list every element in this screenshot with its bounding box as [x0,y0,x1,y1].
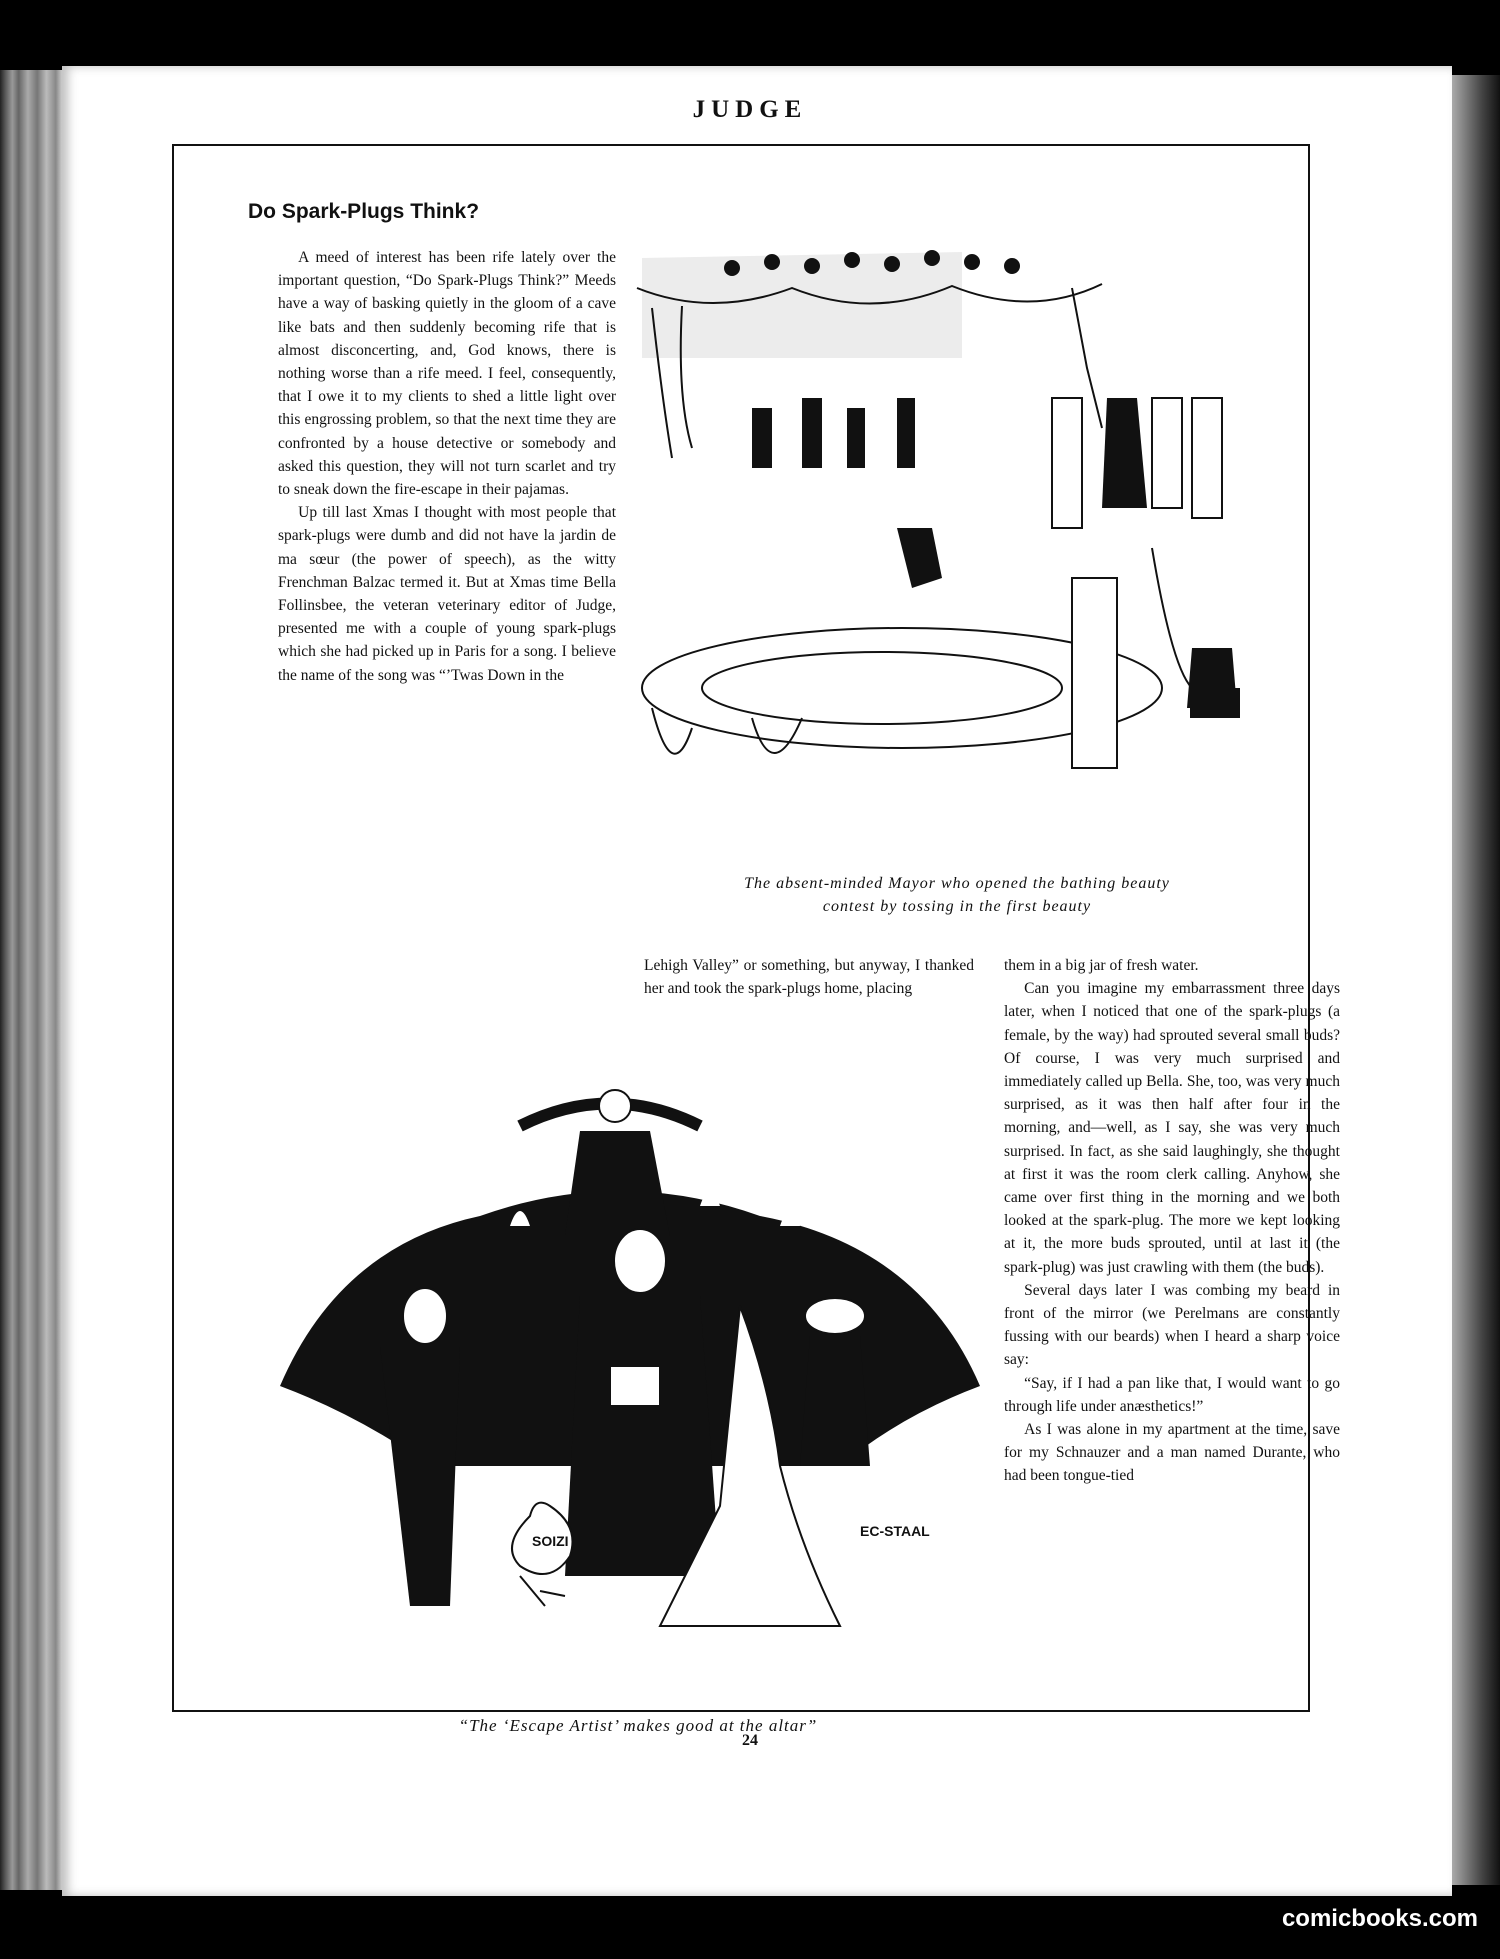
paragraph: Several days later I was combing my beard in front of the mirror (we Perelmans are constantly fussing with our beards) when I heard a sharp voice say: [1004,1281,1340,1369]
paragraph: A meed of interest has been rife lately over the important question, “Do Spark-Plugs Think?” Meeds have a way of basking quietly in the gloom of a cave like bats and then suddenly becoming rife that is almost disconcerting, and, God knows, there is nothing worse than a rife meed. I feel, consequently, that I owe it to my clients to shed a little light over this engrossing problem, so that the next time they are confronted by a house detective or somebody and asked this question, they will not turn scarlet and try to sneak down the fire-escape in their pajamas. [278,249,616,499]
paragraph: “Say, if I had a pan like that, I would want to go through life under anæsthetics!” [1004,1374,1340,1415]
site-watermark: comicbooks.com [1281,1905,1478,1932]
bathing-beauty-illustration [632,248,1282,852]
column-3 [1004,954,1340,1488]
artist-signature: EC-STAAL [860,1523,930,1539]
paragraph: As I was alone in my apartment at the time, save for my Schnauzer and a man named Durante, who had been tongue-tied [1004,1421,1340,1485]
magazine-header: JUDGE [692,96,808,123]
article-title: Do Spark-Plugs Think? [248,200,480,223]
book-spine-left [0,70,62,1890]
escape-artist-illustration [280,1086,996,1690]
bottom-illustration-caption: “The ‘Escape Artist’ makes good at the altar” [458,1716,818,1735]
paragraph: Up till last Xmas I thought with most people that spark-plugs were dumb and did not have la jardin de ma sœur (the power of speech), as the witty Frenchman Balzac termed it. But at Xmas time Bella Follinsbee, the veteran veterinary editor of Judge, presented me with a couple of young spark-plugs which she had picked up in Paris for a song. I believe the name of the song was “’Twas Down in the [278,504,616,684]
page-number: 24 [742,1732,758,1749]
paragraph: Can you imagine my embarrassment three days later, when I noticed that one of the spark-plugs (a female, by the way) had sprouted several small buds? Of course, I was very much surprised and immediately called up Bella. She, too, was very much surprised, as it was then half after four in the morning, and—well, as I say, she was very much surprised. In fact, as she said laughingly, she thought at first it was the room clerk calling. Anyhow, she came over first thing in the morning and we both looked at the spark-plug. The more we kept looking at it, the more buds sprouted, until at last it (the spark-plug) was just crawling with them (the buds). [1004,980,1340,1276]
paragraph: Lehigh Valley” or something, but anyway, I thanked her and took the spark-plugs home, placing [644,957,974,998]
column-1 [278,246,616,687]
column-2 [644,954,974,1000]
sign-text: SOIZI [532,1533,569,1549]
caption-line-2: contest by tossing in the first beauty [822,898,1092,915]
caption-line-1: The absent-minded Mayor who opened the bathing beauty [744,875,1170,892]
top-illustration-caption [632,872,1282,918]
paragraph: them in a big jar of fresh water. [1004,957,1199,974]
